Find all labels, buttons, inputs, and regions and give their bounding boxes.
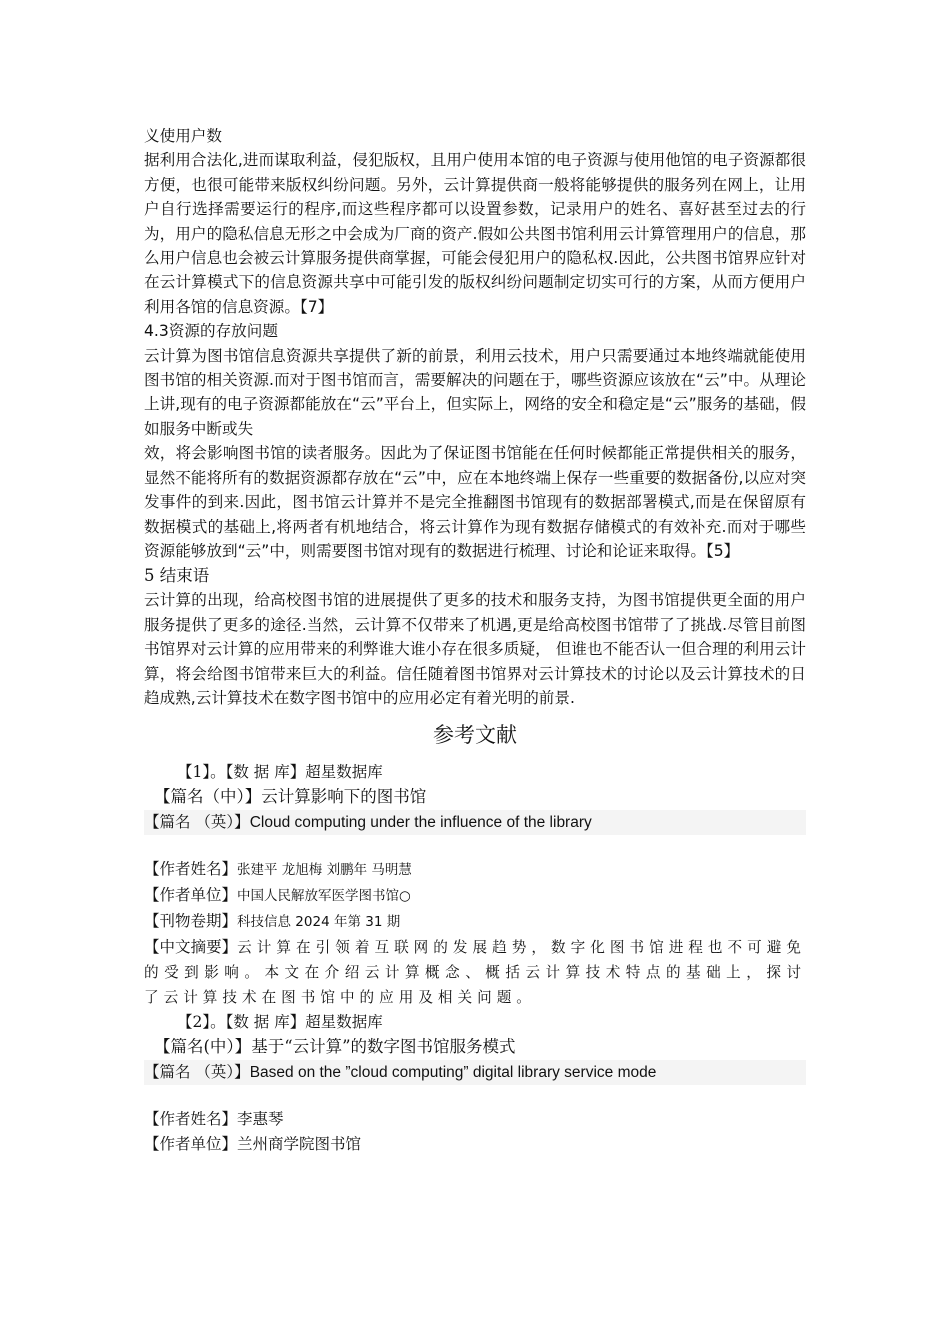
ref-title-en-value: Cloud computing under the influence of the library bbox=[249, 814, 592, 832]
ref-unit bbox=[144, 1132, 806, 1157]
ref-author bbox=[144, 857, 806, 883]
ref-title-en-label: 【篇名 （英）】 bbox=[144, 813, 250, 832]
page-content bbox=[144, 124, 806, 1157]
ref-author-label: 【作者姓名】 bbox=[144, 1110, 238, 1129]
ref-database: 【2】。【数 据 库】超星数据库 bbox=[177, 1013, 383, 1032]
spacer bbox=[144, 1085, 806, 1107]
paragraph-storage-1: 云计算为图书馆信息资源共享提供了新的前景，利用云技术，用户只需要通过本地终端就能使用图书馆的相关资源.而对于图书馆而言，需要解决的问题在于，哪些资源应该放在“云”中。从理论上讲,现有的电子资源都能放在“云”平台上，但实际上，网络的安全和稳定是“云”服务的基础，假如服务中断或失 bbox=[144, 346, 806, 438]
reference-entry bbox=[144, 1010, 806, 1157]
ref-database: 【1】。【数 据 库】超星数据库 bbox=[177, 763, 383, 782]
ref-author-value: 张建平 龙旭梅 刘鹏年 马明慧 bbox=[237, 862, 412, 879]
ref-unit bbox=[144, 883, 806, 909]
ref-title-en-label: 【篇名 （英）】 bbox=[144, 1063, 250, 1082]
ref-title-en bbox=[144, 1060, 806, 1085]
ref-journal-value: 科技信息 2024 年第 31 期 bbox=[237, 914, 401, 931]
paragraph-storage-2: 效，将会影响图书馆的读者服务。因此为了保证图书馆能在任何时候都能正常提供相关的服务，显然不能将所有的数据资源都存放在“云”中，应在本地终端上保存一些重要的数据备份,以应对突发事件的到来.因此，图书馆云计算并不是完全推翻图书馆现有的数据部署模式,而是在保留原有数据模式的基础上,将两者有机地结合，将云计算作为现有数据存储模式的有效补充.而对于哪些资源能够放到“云”中，则需要图书馆对现有的数据进行梳理、讨论和论证来取得。【5】 bbox=[144, 444, 806, 560]
ref-title-cn-value: 云计算影响下的图书馆 bbox=[261, 787, 427, 807]
ref-journal-label: 【刊物卷期】 bbox=[144, 912, 238, 931]
ref-title-cn-label: 【篇名（中）】 bbox=[154, 787, 262, 807]
ref-title-cn-label: 【篇名(中）】 bbox=[154, 1037, 252, 1057]
ref-title-cn-value: 基于“云计算”的数字图书馆服务模式 bbox=[251, 1037, 516, 1057]
ref-title-cn bbox=[154, 1034, 806, 1060]
ref-unit-value: 兰州商学院图书馆 bbox=[237, 1135, 362, 1154]
ref-abstract bbox=[144, 935, 806, 1010]
section-heading-5: 5 结束语 bbox=[144, 566, 210, 586]
ref-abstract-value: 云计算在引领着互联网的发展趋势，数字化图书馆进程也不可避免的受到影响。本文在介绍云计算概念、概括云计算技术特点的基础上，探讨了云计算技术在图书馆中的应用及相关问题。 bbox=[144, 939, 806, 1007]
references-title: 参考文献 bbox=[433, 723, 517, 748]
spacer bbox=[144, 835, 806, 857]
ref-title-en bbox=[144, 810, 806, 835]
ref-title-en-value: Based on the ”cloud computing” digital library service mode bbox=[249, 1064, 657, 1082]
ref-journal bbox=[144, 909, 806, 935]
ref-unit-label: 【作者单位】 bbox=[144, 1135, 238, 1154]
ref-unit-value: 中国人民解放军医学图书馆○ bbox=[237, 888, 411, 905]
paragraph-conclusion: 云计算的出现，给高校图书馆的进展提供了更多的技术和服务支持，为图书馆提供更全面的用户服务提供了更多的途径.当然，云计算不仅带来了机遇,更是给高校图书馆带了了挑战.尽管目前图书馆界对云计算的应用带来的利弊谁大谁小存在很多质疑， 但谁也不能否认一但合理的利用云计算，将会给图书馆带来巨大的利益。信任随着图书馆界对云计算技术的讨论以及云计算技术的日趋成熟,云计算技术在数字图书馆中的应用必定有着光明的前景. bbox=[144, 591, 806, 707]
reference-entry bbox=[144, 760, 806, 1010]
ref-unit-label: 【作者单位】 bbox=[144, 886, 238, 905]
section-heading-4-3: 4.3资源的存放问题 bbox=[144, 322, 278, 341]
ref-title-cn bbox=[154, 784, 806, 810]
paragraph-copyright: 据利用合法化,进而谋取利益，侵犯版权，且用户使用本馆的电子资源与使用他馆的电子资源都很方便，也很可能带来版权纠纷问题。另外，云计算提供商一般将能够提供的服务列在网上，让用户自行选择需要运行的程序,而这些程序都可以设置参数，记录用户的姓名、喜好甚至过去的行为，用户的隐私信息无形之中会成为厂商的资产.假如公共图书馆利用云计算管理用户的信息，那么用户信息也会被云计算服务提供商掌握，可能会侵犯用户的隐私权.因此，公共图书馆界应针对在云计算模式下的信息资源共享中可能引发的版权纠纷问题制定切实可行的方案，从而方便用户利用各馆的信息资源。【7】 bbox=[144, 151, 806, 316]
ref-abstract-label: 【中文摘要】 bbox=[144, 938, 238, 957]
ref-author-value: 李惠琴 bbox=[237, 1110, 284, 1129]
ref-author bbox=[144, 1107, 806, 1132]
ref-author-label: 【作者姓名】 bbox=[144, 860, 238, 879]
text-fragment: 义使用户数 bbox=[144, 127, 222, 145]
